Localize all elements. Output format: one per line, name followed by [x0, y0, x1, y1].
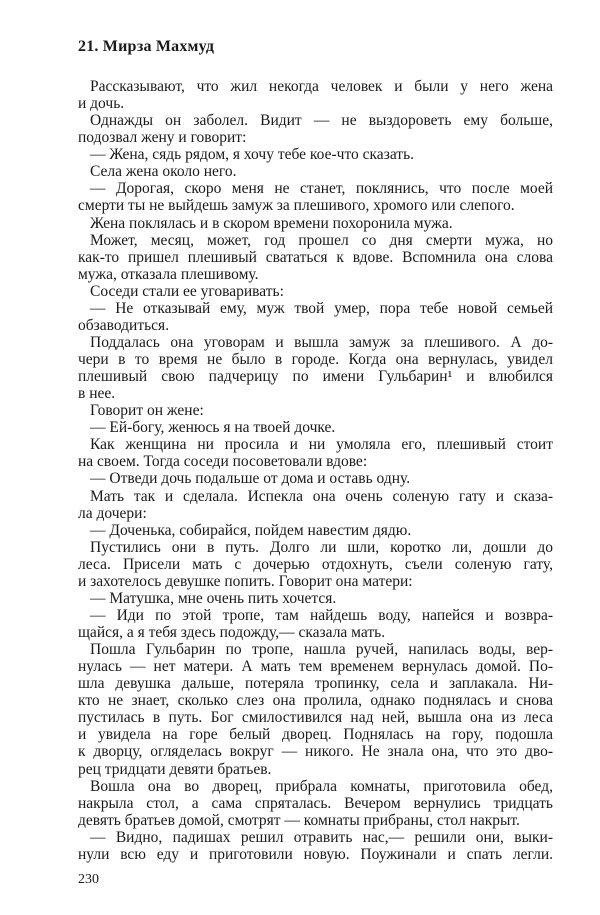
- text-line: в нее.: [78, 385, 116, 403]
- text-line: — Видно, падишах решил отравить нас,— решили они, выки-: [90, 828, 553, 846]
- text-line: Может, месяц, может, год прошел со дня смерти мужа, но: [90, 231, 553, 249]
- text-line: нулась — нет матери. А мать тем временем вернулась домой. По-: [78, 658, 553, 676]
- text-line: плешивый свою падчерицу по имени Гульбарин¹ и влюбился: [78, 368, 553, 386]
- text-line: чери в то время не было в городе. Когда она вернулась, увидел: [78, 351, 553, 368]
- text-line: Мать так и сделала. Испекла она очень соленую гату и сказа-: [90, 487, 553, 505]
- text-line: — Жена, сядь рядом, я хочу тебе кое-что сказать.: [90, 146, 415, 164]
- text-line: — Матушка, мне очень пить хочется.: [90, 589, 337, 607]
- text-line: Поддалась она уговорам и вышла замуж за плешивого. А до-: [90, 333, 553, 351]
- text-line: девять братьев домой, смотрят — комнаты прибраны, стол накрыт.: [78, 811, 520, 829]
- text-line: к дворцу, огляделась вокруг — никого. Не знала она, что это дво-: [78, 743, 553, 761]
- text-line: нули всю еду и приготовили новую. Поужинали и спать легли.: [78, 845, 553, 863]
- text-line: щайся, а я тебя здесь подожду,— сказала мать.: [78, 624, 386, 641]
- text-line: Однажды он заболел. Видит — не выздороветь ему больше,: [90, 112, 553, 130]
- text-line: пустилась в путь. Бог смилостивился над ней, вышла она из леса: [78, 709, 553, 727]
- text-line: — Доченька, собирайся, пойдем навестим дядю.: [90, 521, 412, 539]
- text-line: — Дорогая, скоро меня не станет, поклянись, что после моей: [90, 180, 553, 198]
- text-line: Пошла Гульбарин по тропе, нашла ручей, напилась воды, вер-: [90, 641, 553, 659]
- text-line: и дочь.: [78, 95, 125, 113]
- chapter-title: 21. Мирза Махмуд: [78, 38, 215, 55]
- text-line: Пустились они в путь. Долго ли шли, коротко ли, дошли до: [90, 538, 553, 556]
- text-line: ла дочери:: [78, 504, 147, 522]
- text-line: как-то пришел плешивый свататься к вдове. Вспомнила она слова: [78, 248, 553, 266]
- text-line: на своем. Тогда соседи посоветовали вдове:: [78, 453, 368, 471]
- text-line: накрыла стол, а сама спряталась. Вечером вернулись тридцать: [78, 794, 553, 812]
- text-line: — Ей-богу, женюсь я на твоей дочке.: [90, 419, 336, 437]
- page-number: 230: [78, 872, 99, 887]
- text-line: и увидела на горе белый дворец. Поднялась на гору, подошла: [78, 726, 553, 744]
- text-line: леса. Присели мать с дочерью отдохнуть, съели соленую гату,: [78, 555, 553, 573]
- text-line: — Не отказывай ему, муж твой умер, пора тебе новой семьей: [90, 299, 553, 317]
- text-line: смерти ты не выйдешь замуж за плешивого, хромого или слепого.: [78, 197, 515, 215]
- text-line: Села жена около него.: [90, 163, 237, 181]
- text-line: обзаводиться.: [78, 316, 170, 334]
- page-body-text: [78, 78, 553, 863]
- text-line: Вошла она во дворец, прибрала комнаты, приготовила обед,: [90, 777, 553, 795]
- text-line: Рассказывают, что жил некогда человек и были у него жена: [90, 78, 553, 95]
- text-line: подозвал жену и говорит:: [78, 129, 247, 147]
- text-line: Соседи стали ее уговаривать:: [90, 282, 284, 300]
- text-line: Как женщина ни просила и ни умоляла его, плешивый стоит: [90, 436, 553, 454]
- text-line: — Иди по этой тропе, там найдешь воду, напейся и возвра-: [90, 606, 553, 624]
- text-line: Жена поклялась и в скором времени похоронила мужа.: [90, 214, 453, 232]
- text-line: кто не знает, сколько слез она пролила, однако поднялась и снова: [78, 692, 553, 710]
- text-line: Говорит он жене:: [90, 402, 204, 420]
- text-line: и захотелось девушке попить. Говорит она матери:: [78, 572, 413, 590]
- text-line: шла девушка дальше, потеряла тропинку, села и заплакала. Ни-: [78, 675, 553, 693]
- text-line: — Отведи дочь подальше от дома и оставь одну.: [90, 470, 411, 488]
- text-line: мужа, отказала плешивому.: [78, 265, 259, 283]
- text-line: рец тридцати девяти братьев.: [78, 760, 272, 778]
